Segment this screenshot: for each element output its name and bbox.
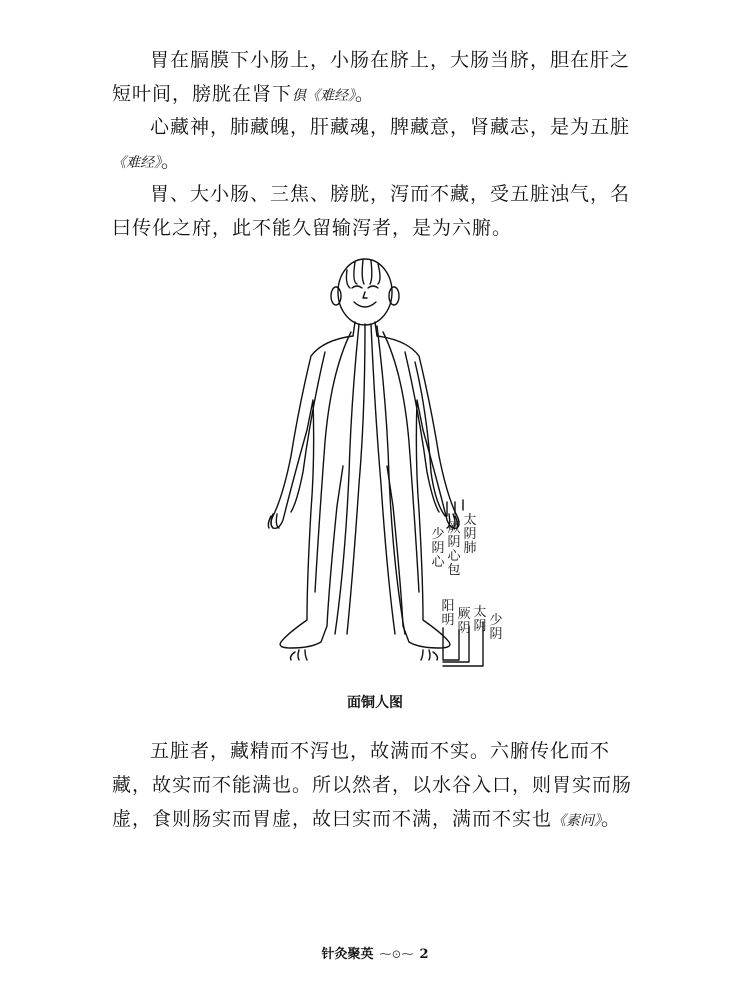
meridian-label-shaoyin-foot: 少阴	[489, 613, 503, 642]
paragraph-six-fu	[112, 177, 640, 245]
right-eye	[368, 286, 378, 288]
book-title: 针灸聚英	[321, 947, 374, 962]
page-number: 2	[419, 947, 429, 962]
left-eye	[352, 286, 362, 288]
nose	[363, 292, 367, 298]
meridian-label-taiyin-lung: 太阴肺	[463, 513, 477, 556]
paragraph-text: 胃在膈膜下小肠上，小肠在脐上，大肠当脐，胆在肝之短叶间，膀胱在肾下	[112, 49, 631, 105]
meridian-label-yangming: 阳明	[441, 599, 455, 628]
paragraph-text: 心藏神，肺藏魄，肝藏魂，脾藏意，肾藏志，是为五脏	[150, 116, 631, 138]
ornament-icon: ⁓⊙⁓	[379, 947, 414, 961]
paragraph-end: 。	[161, 150, 182, 172]
meridian-label-jueyin-foot: 厥阴	[457, 607, 471, 636]
citation: 《难经》	[112, 155, 161, 171]
meridian-label-jueyin-pericardium: 厥阴心包	[447, 521, 461, 578]
paragraph-organ-positions	[112, 43, 640, 113]
meridian-label-shaoyin-heart: 少阴心	[431, 527, 445, 570]
citation: 《素问》	[552, 813, 602, 829]
paragraph-text: 五脏者，藏精而不泻也，故满而不实。六腑传化而不藏，故实而不能满也。所以然者，以水谷入口，则胃实而肠虚，食则肠实而胃虚，故曰实而不满，满而不实也	[112, 740, 633, 830]
paragraph-zang-fu-function	[112, 734, 640, 838]
left-foot	[291, 650, 308, 660]
right-ear	[389, 287, 399, 305]
bronze-figure-illustration	[255, 252, 505, 672]
paragraph-end: 。	[601, 808, 622, 830]
smile	[354, 302, 376, 307]
meridian-label-taiyin-foot: 太阴	[473, 605, 487, 634]
paragraph-end: 。	[355, 83, 376, 105]
left-ear	[331, 287, 341, 305]
citation: 俱《难经》	[292, 88, 356, 104]
paragraph-five-zang	[112, 110, 640, 180]
page-footer	[0, 943, 750, 962]
right-foot	[421, 650, 438, 660]
paragraph-text: 胃、大小肠、三焦、膀胱，泻而不藏，受五脏浊气，名曰传化之府，此不能久留输泻者，是为六腑。	[112, 183, 631, 239]
figure-caption: 面铜人图	[347, 695, 403, 711]
body-outline-left	[271, 336, 353, 648]
